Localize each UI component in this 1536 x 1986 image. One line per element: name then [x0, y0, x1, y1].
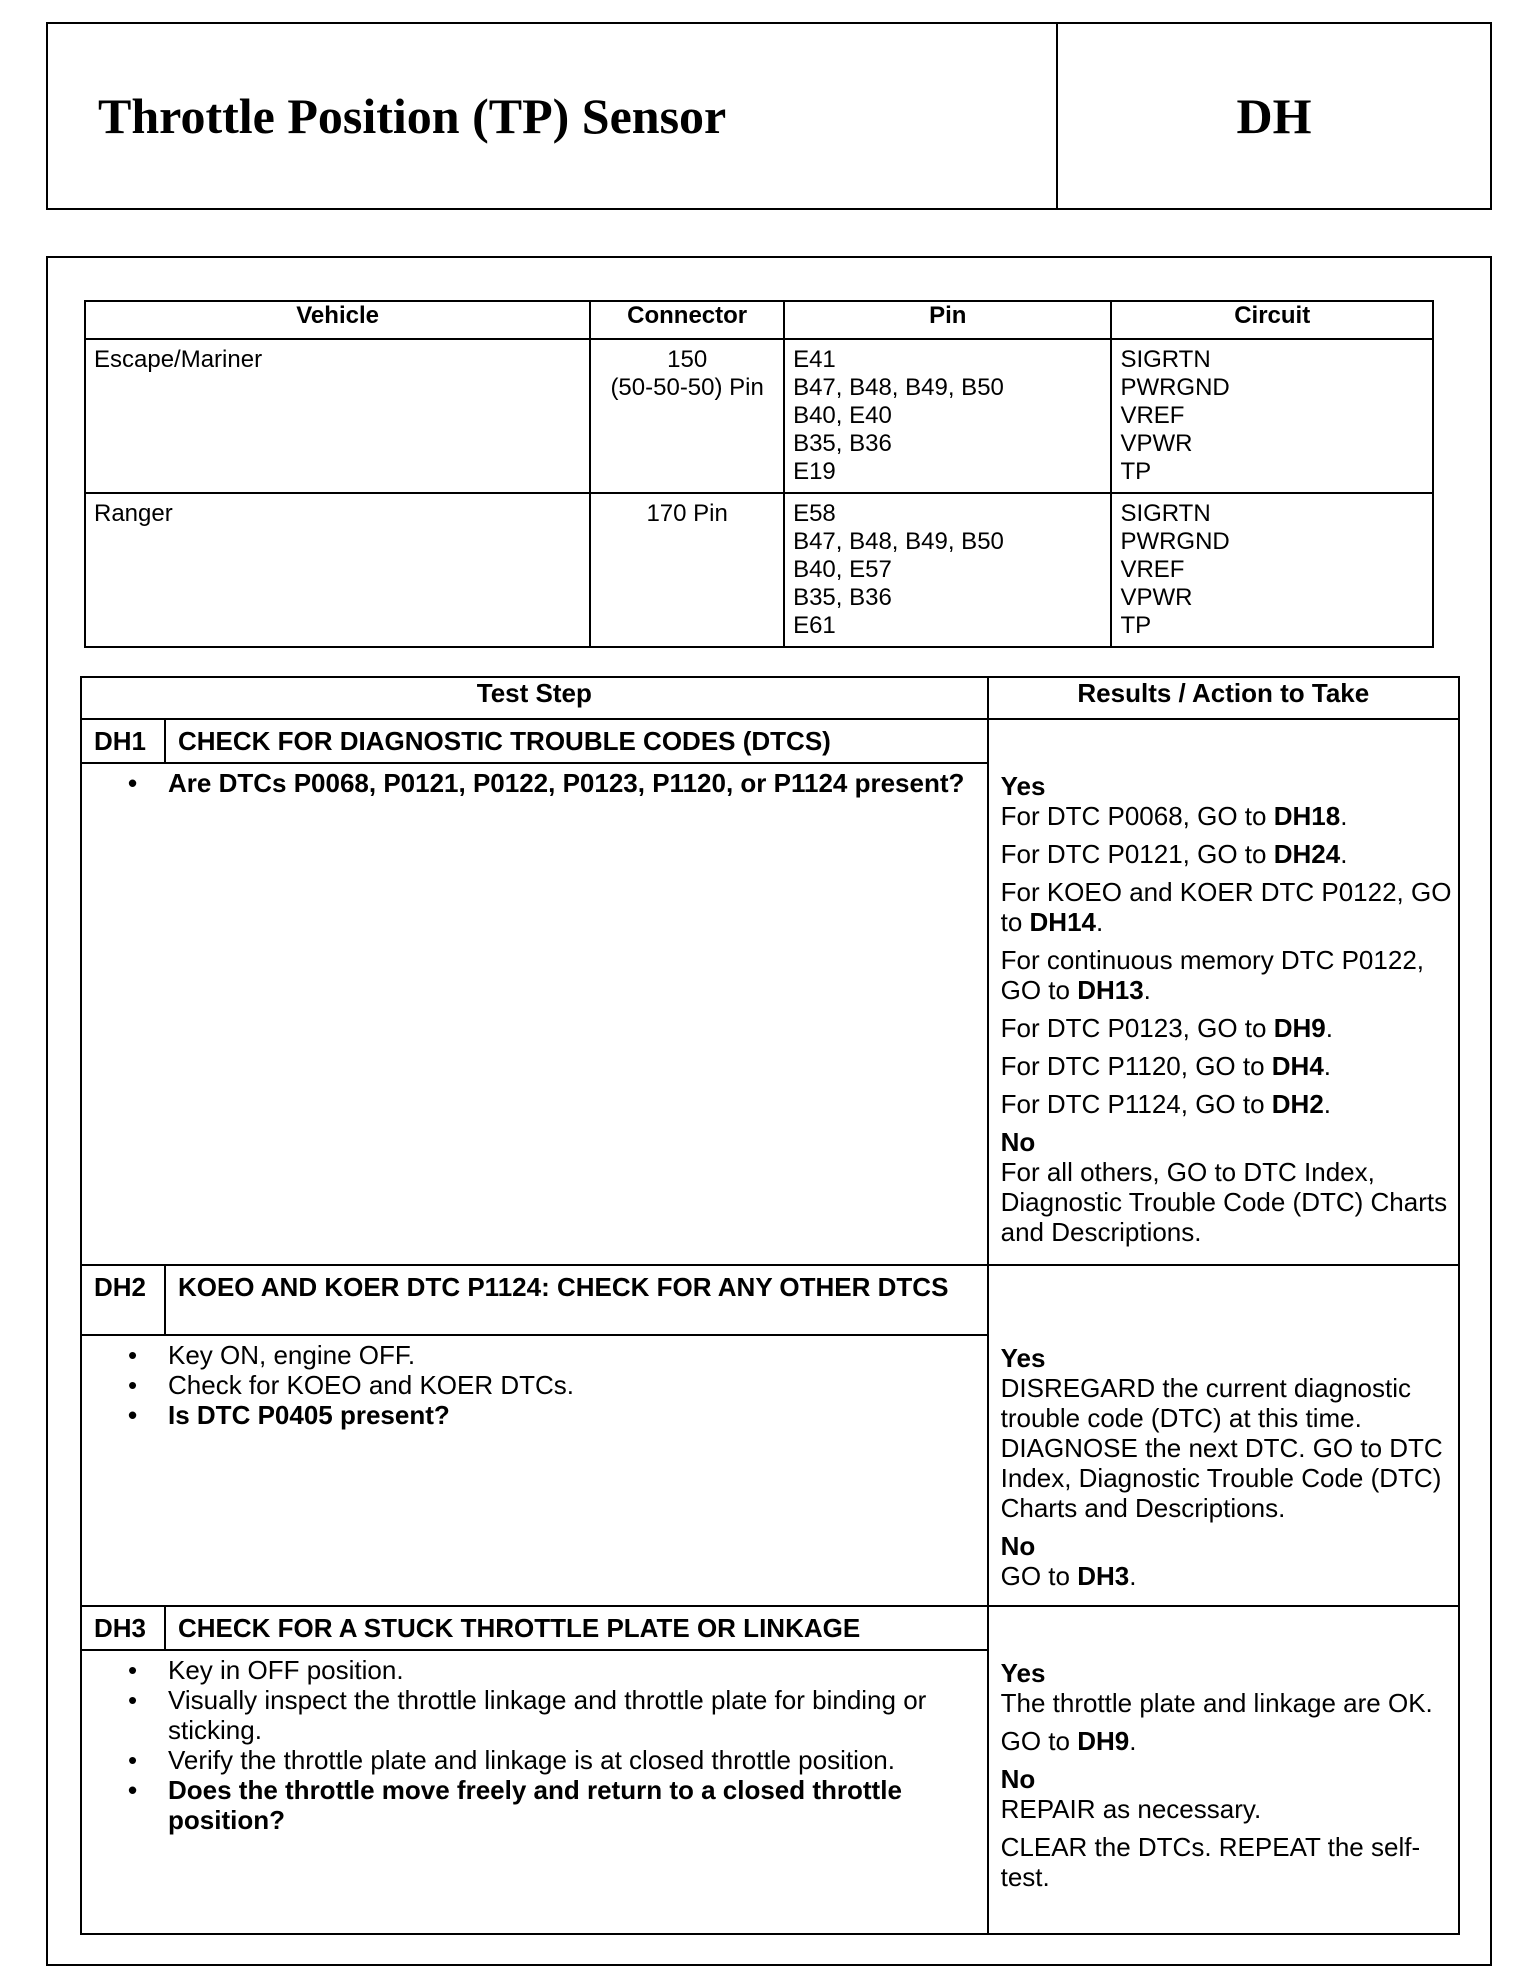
- result-end: .: [1340, 801, 1348, 831]
- title-box: [46, 22, 1492, 210]
- result-end: .: [1323, 1089, 1332, 1119]
- step-title: CHECK FOR A STUCK THROTTLE PLATE OR LINKAGE: [165, 1606, 988, 1650]
- result-line: [1001, 1089, 1452, 1119]
- no-label: No: [1000, 1764, 1036, 1794]
- results-cell: [988, 1650, 1459, 1934]
- result-line: DISREGARD the current diagnostic trouble code (DTC) at this time. DIAGNOSE the next DTC. GO to DTC Index, Diagnostic Trouble Code (DTC) Charts and Descriptions.: [1000, 1373, 1443, 1523]
- result-line: [1001, 801, 1452, 831]
- circuit-line: VREF: [1120, 402, 1185, 429]
- yes-label: Yes: [1000, 1343, 1046, 1373]
- instruction-bullet: • Key in OFF position.: [126, 1655, 977, 1685]
- connector-line: (50-50-50) Pin: [610, 374, 764, 401]
- result-line: [1001, 1561, 1452, 1591]
- result-end: .: [1340, 839, 1348, 869]
- results-spacer: [988, 1606, 1459, 1650]
- step-dh2-head: [81, 1265, 1459, 1335]
- step-id: DH2: [81, 1265, 165, 1335]
- result-end: .: [1143, 975, 1151, 1005]
- step-id: DH3: [81, 1606, 165, 1650]
- result-line: [1001, 839, 1452, 869]
- yes-label: Yes: [1000, 771, 1046, 801]
- header-circuit: Circuit: [1111, 301, 1433, 339]
- instruction-bullet: • Key ON, engine OFF.: [126, 1340, 977, 1370]
- pin-line: B35, B36: [793, 430, 892, 457]
- page-title: Throttle Position (TP) Sensor: [98, 88, 727, 144]
- pin-line: B47, B48, B49, B50: [793, 374, 1004, 401]
- pin-line: E58: [793, 500, 836, 527]
- section-code-cell: [1058, 24, 1490, 208]
- step-dh3-body: [81, 1650, 1459, 1934]
- pin-line: B47, B48, B49, B50: [793, 528, 1004, 555]
- no-label: No: [1000, 1127, 1036, 1157]
- circuit-line: TP: [1120, 612, 1152, 639]
- circuit-line: PWRGND: [1120, 528, 1230, 555]
- step-ref: DH18: [1273, 801, 1341, 831]
- result-text: For KOEO and KOER DTC P0122, GO to: [1000, 877, 1452, 937]
- step-ref: DH24: [1273, 839, 1341, 869]
- step-ref: DH9: [1273, 1013, 1326, 1043]
- circuit-line: SIGRTN: [1120, 500, 1211, 527]
- content-box: [46, 256, 1492, 1966]
- table-row: [85, 339, 1433, 493]
- test-step-table: [80, 676, 1460, 1935]
- result-text: GO to: [1000, 1561, 1078, 1591]
- circuit-line: SIGRTN: [1120, 346, 1211, 373]
- results-cell: [988, 1335, 1459, 1606]
- step-body: [81, 1335, 988, 1606]
- section-code: DH: [1236, 88, 1312, 144]
- pin-line: E61: [793, 612, 836, 639]
- title-cell: [48, 24, 1058, 208]
- result-end: .: [1129, 1561, 1137, 1591]
- result-line: For all others, GO to DTC Index, Diagnostic Trouble Code (DTC) Charts and Descriptions.: [1000, 1157, 1448, 1247]
- pin-cell: [784, 339, 1111, 493]
- bullet-list: [126, 1655, 977, 1835]
- result-line: [1001, 1013, 1452, 1043]
- yes-label: Yes: [1000, 1658, 1046, 1688]
- bullet-list: [126, 1340, 977, 1430]
- results-spacer: [988, 719, 1459, 763]
- circuit-line: VPWR: [1120, 430, 1193, 457]
- circuit-line: VREF: [1120, 556, 1185, 583]
- header-pin: Pin: [784, 301, 1111, 339]
- vehicle-cell: Escape/Mariner: [85, 339, 590, 493]
- result-end: .: [1323, 1051, 1332, 1081]
- result-line: [1001, 877, 1452, 937]
- step-dh3-head: [81, 1606, 1459, 1650]
- step-dh2-body: [81, 1335, 1459, 1606]
- pin-line: B40, E57: [793, 556, 892, 583]
- result-text: GO to: [1000, 1726, 1078, 1756]
- header-vehicle: Vehicle: [85, 301, 590, 339]
- instruction-bullet: • Verify the throttle plate and linkage is at closed throttle position.: [126, 1745, 977, 1775]
- result-text: For DTC P0123, GO to: [1000, 1013, 1274, 1043]
- connector-cell: [590, 339, 784, 493]
- result-end: .: [1129, 1726, 1137, 1756]
- circuit-line: VPWR: [1120, 584, 1193, 611]
- circuit-line: TP: [1120, 458, 1152, 485]
- circuit-cell: [1111, 339, 1433, 493]
- step-body: [81, 763, 988, 1265]
- circuit-cell: [1111, 493, 1433, 647]
- results-cell: [988, 763, 1459, 1265]
- result-text: For DTC P0121, GO to: [1000, 839, 1274, 869]
- step-ref: DH14: [1029, 907, 1097, 937]
- step-title: CHECK FOR DIAGNOSTIC TROUBLE CODES (DTCS): [165, 719, 988, 763]
- instruction-bullet: • Check for KOEO and KOER DTCs.: [126, 1370, 977, 1400]
- result-text: For DTC P0068, GO to: [1000, 801, 1274, 831]
- pin-line: E41: [793, 346, 836, 373]
- result-line: [1001, 945, 1452, 1005]
- step-body: [81, 1650, 988, 1934]
- step-ref: DH4: [1271, 1051, 1324, 1081]
- step-table-header: [81, 677, 1459, 719]
- result-text: For continuous memory DTC P0122, GO to: [1000, 945, 1424, 1005]
- step-dh1-body: [81, 763, 1459, 1265]
- step-dh1-head: [81, 719, 1459, 763]
- result-text: For DTC P1124, GO to: [1000, 1089, 1272, 1119]
- connector-line: 170 Pin: [646, 500, 728, 527]
- result-line: [1001, 1051, 1452, 1081]
- question-bullet: • Is DTC P0405 present?: [126, 1400, 977, 1430]
- connector-table: [84, 300, 1434, 648]
- step-title: KOEO AND KOER DTC P1124: CHECK FOR ANY OTHER DTCS: [165, 1265, 988, 1335]
- no-label: No: [1000, 1531, 1036, 1561]
- bullet-list: [126, 768, 977, 798]
- result-text: For DTC P1120, GO to: [1000, 1051, 1272, 1081]
- connector-table-header: [85, 301, 1433, 339]
- pin-line: B35, B36: [793, 584, 892, 611]
- step-ref: DH3: [1077, 1561, 1130, 1591]
- connector-line: 150: [667, 346, 708, 373]
- step-ref: DH13: [1077, 975, 1144, 1005]
- result-line: The throttle plate and linkage are OK.: [1000, 1688, 1433, 1718]
- header-results: Results / Action to Take: [988, 677, 1459, 719]
- vehicle-cell: Ranger: [85, 493, 590, 647]
- pin-line: E19: [793, 458, 836, 485]
- connector-cell: [590, 493, 784, 647]
- step-ref: DH2: [1271, 1089, 1324, 1119]
- pin-cell: [784, 493, 1111, 647]
- pin-line: B40, E40: [793, 402, 892, 429]
- header-test-step: Test Step: [81, 677, 988, 719]
- instruction-bullet: • Visually inspect the throttle linkage and throttle plate for binding or sticking.: [126, 1685, 977, 1745]
- header-connector: Connector: [590, 301, 784, 339]
- result-end: .: [1096, 907, 1104, 937]
- result-line: [1001, 1726, 1452, 1756]
- circuit-line: PWRGND: [1120, 374, 1230, 401]
- table-row: [85, 493, 1433, 647]
- result-line: CLEAR the DTCs. REPEAT the self-test.: [1000, 1832, 1421, 1892]
- step-ref: DH9: [1077, 1726, 1130, 1756]
- question-bullet: • Are DTCs P0068, P0121, P0122, P0123, P1120, or P1124 present?: [126, 768, 977, 798]
- step-id: DH1: [81, 719, 165, 763]
- question-bullet: • Does the throttle move freely and return to a closed throttle position?: [126, 1775, 977, 1835]
- results-spacer: [988, 1265, 1459, 1335]
- result-end: .: [1325, 1013, 1333, 1043]
- result-line: REPAIR as necessary.: [1000, 1794, 1262, 1824]
